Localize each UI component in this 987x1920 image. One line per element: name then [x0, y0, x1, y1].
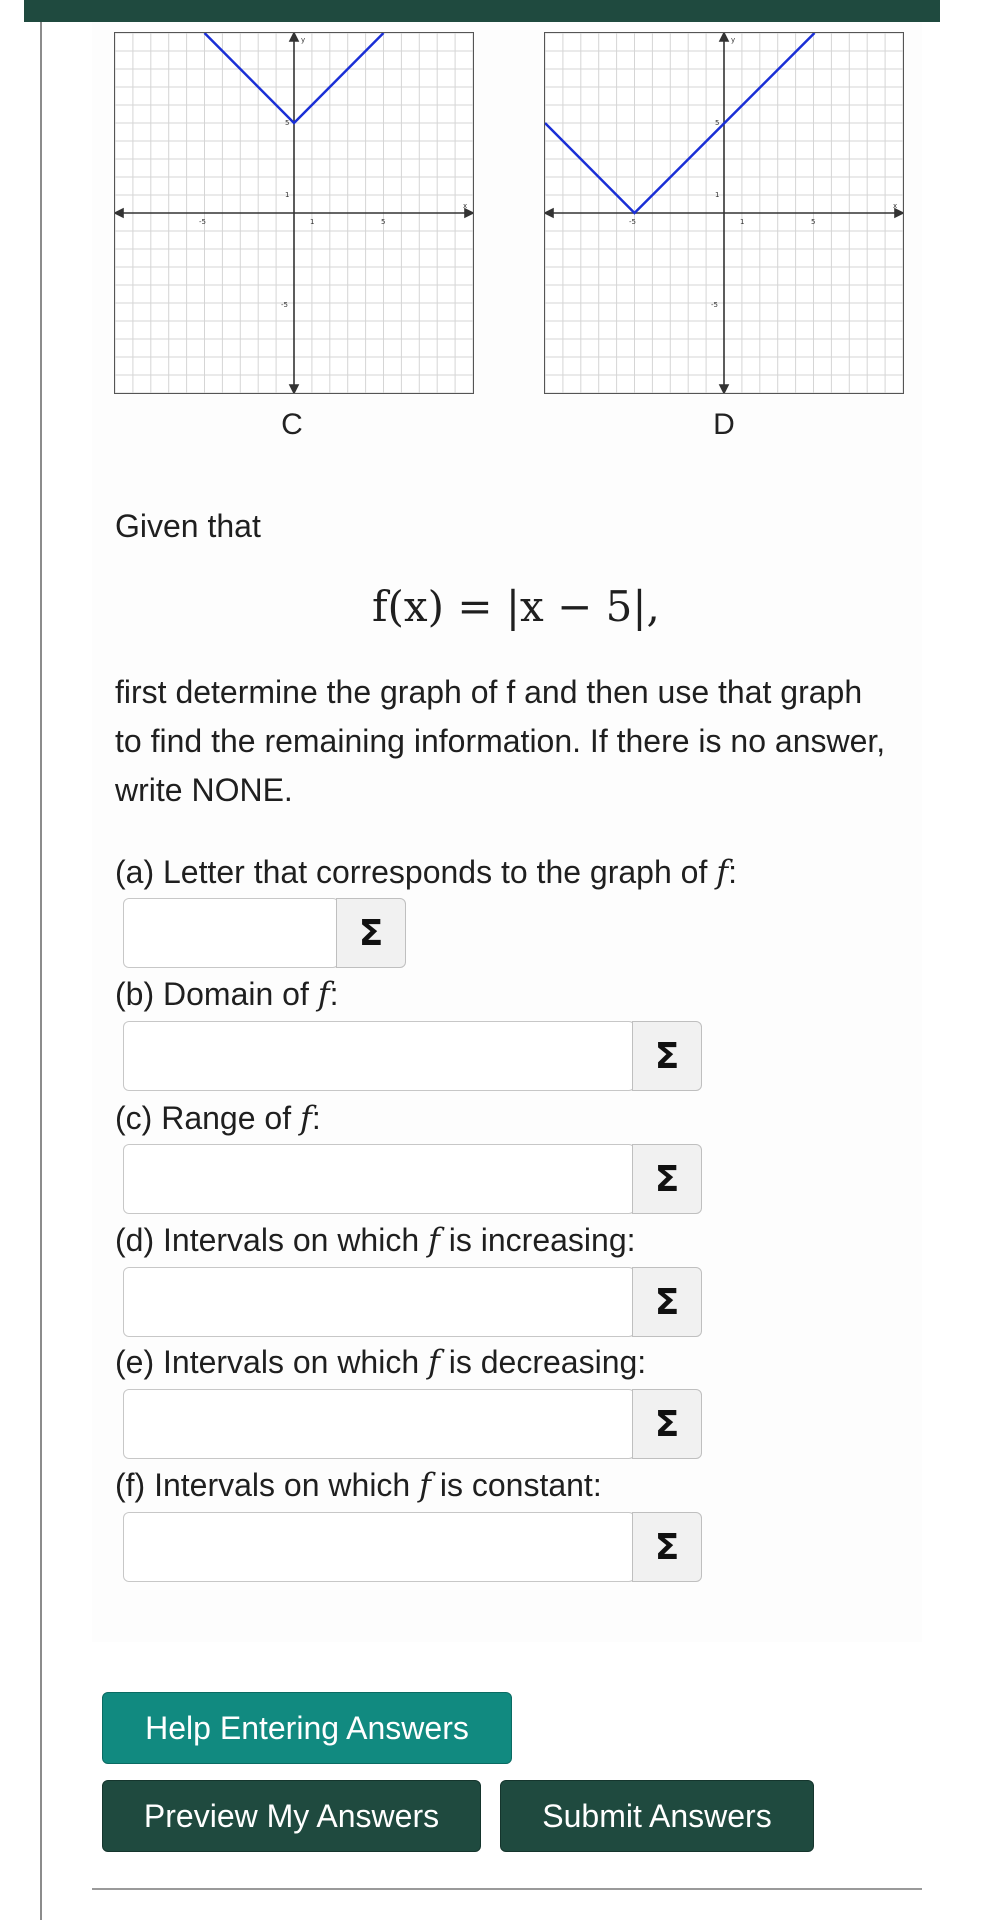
answer-input-b[interactable] — [123, 1021, 635, 1091]
function-symbol: f — [317, 975, 330, 1013]
y-axis-label: y — [301, 36, 306, 44]
graph-c — [114, 32, 474, 394]
question-a-label — [115, 848, 737, 897]
question-e-label — [115, 1338, 646, 1387]
graph-c-svg — [115, 33, 473, 393]
question-prefix: (a) Letter that corresponds to the graph of — [115, 854, 717, 890]
function-symbol: f — [428, 1343, 440, 1381]
function-symbol: f — [716, 853, 729, 891]
question-b-label — [115, 970, 338, 1019]
answer-input-d[interactable] — [123, 1267, 635, 1337]
question-suffix: : — [311, 1100, 321, 1136]
x-tick-label: 1 — [310, 218, 315, 226]
question-suffix: : — [728, 854, 737, 890]
sigma-icon[interactable]: Σ — [632, 1389, 702, 1459]
graph-d-letter: D — [713, 408, 735, 441]
answer-input-c[interactable] — [123, 1144, 635, 1214]
sigma-icon[interactable]: Σ — [632, 1267, 702, 1337]
y-tick-label: 1 — [285, 191, 290, 199]
question-prefix: (d) Intervals on which — [115, 1222, 429, 1258]
help-entering-answers-button[interactable]: Help Entering Answers — [102, 1692, 512, 1764]
y-tick-label: 1 — [715, 191, 720, 199]
y-intercept-label: 5 — [715, 119, 720, 127]
instructions-text: first determine the graph of f and then use that graph to find the remaining information. If there is no answer, write NONE. — [115, 674, 886, 808]
intro-text: Given that — [115, 508, 261, 544]
answer-input-e[interactable] — [123, 1389, 635, 1459]
sigma-icon[interactable]: Σ — [336, 898, 406, 968]
answer-input-a[interactable] — [123, 898, 339, 968]
question-prefix: (f) Intervals on which — [115, 1467, 420, 1503]
equation: f(x) = |x − 5|, — [372, 582, 660, 631]
divider — [92, 1888, 922, 1890]
x-axis-label: x — [893, 202, 898, 210]
x-tick-label: -5 — [629, 218, 636, 226]
submit-answers-button[interactable]: Submit Answers — [500, 1780, 814, 1852]
y-axis-label: y — [731, 36, 736, 44]
graph-d — [544, 32, 904, 394]
graph-c-letter: C — [281, 408, 303, 441]
question-suffix: is constant: — [430, 1467, 602, 1503]
y-tick-label: -5 — [711, 301, 718, 309]
preview-answers-button[interactable]: Preview My Answers — [102, 1780, 481, 1852]
graph-d-svg — [545, 33, 903, 393]
x-tick-label: 1 — [740, 218, 745, 226]
question-suffix: is decreasing: — [439, 1344, 647, 1380]
left-border — [40, 0, 42, 1920]
x-tick-label: 5 — [811, 218, 816, 226]
question-prefix: (e) Intervals on which — [115, 1344, 429, 1380]
sigma-icon[interactable]: Σ — [632, 1021, 702, 1091]
function-symbol: f — [428, 1221, 440, 1259]
function-symbol: f — [299, 1099, 312, 1137]
question-d-label — [115, 1216, 636, 1265]
y-intercept-label: 5 — [285, 119, 290, 127]
header-bar — [24, 0, 940, 22]
question-suffix: : — [329, 976, 339, 1012]
sigma-icon[interactable]: Σ — [632, 1144, 702, 1214]
question-prefix: (c) Range of — [115, 1100, 300, 1136]
x-tick-label: -5 — [199, 218, 206, 226]
answer-input-f[interactable] — [123, 1512, 635, 1582]
function-symbol: f — [419, 1466, 431, 1504]
question-f-label — [115, 1461, 602, 1510]
x-tick-label: 5 — [381, 218, 386, 226]
sigma-icon[interactable]: Σ — [632, 1512, 702, 1582]
question-suffix: is increasing: — [439, 1222, 636, 1258]
question-prefix: (b) Domain of — [115, 976, 318, 1012]
x-axis-label: x — [463, 202, 468, 210]
y-tick-label: -5 — [281, 301, 288, 309]
question-c-label — [115, 1094, 321, 1143]
